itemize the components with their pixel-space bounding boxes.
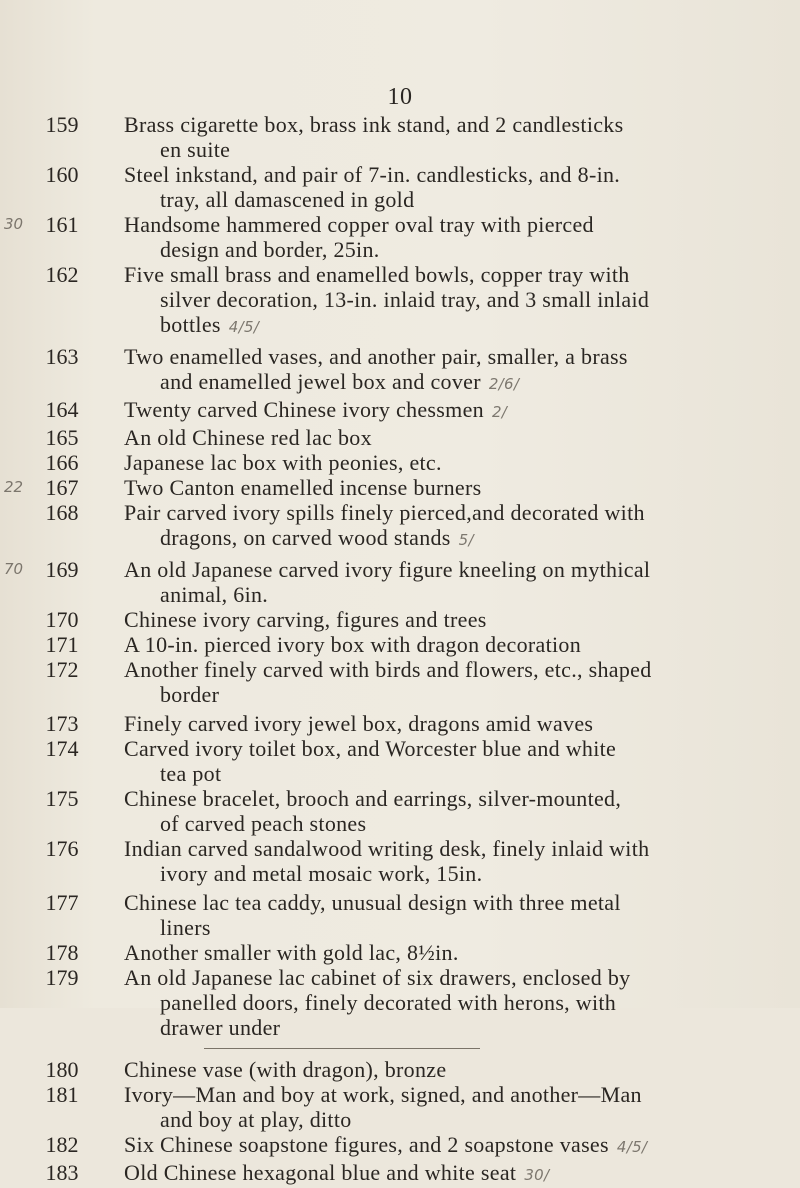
lot-description: [124, 786, 780, 836]
description-line: and boy at play, ditto: [160, 1107, 352, 1132]
lot-entry: [0, 500, 800, 553]
description-line: border: [160, 682, 220, 707]
lot-number: 160: [45, 162, 79, 187]
description-line: Six Chinese soapstone figures, and 2 soapstone vases 4/5/: [124, 1132, 648, 1157]
lot-number-cell: [0, 786, 124, 811]
description-line: Japanese lac box with peonies, etc.: [124, 450, 442, 475]
description-line: Two enamelled vases, and another pair, smaller, a brass: [124, 344, 628, 369]
lot-description: [124, 344, 780, 397]
lot-number-cell: [0, 1132, 124, 1157]
lot-description: [124, 711, 780, 736]
description-line: Five small brass and enamelled bowls, copper tray with: [124, 262, 630, 287]
lot-number: 159: [45, 112, 79, 137]
lot-entry: [0, 425, 800, 450]
lot-entry: [0, 607, 800, 632]
lot-number-cell: [0, 475, 124, 500]
description-line: en suite: [160, 137, 231, 162]
lot-description: [124, 607, 780, 632]
lot-number-cell: [0, 890, 124, 915]
description-line: Two Canton enamelled incense burners: [124, 475, 482, 500]
lot-description: [124, 965, 780, 1040]
description-line: Chinese bracelet, brooch and earrings, silver-mounted,: [124, 786, 622, 811]
lot-number-cell: [0, 425, 124, 450]
description-line: Another finely carved with birds and flowers, etc., shaped: [124, 657, 652, 682]
lot-number: 175: [45, 786, 79, 811]
description-line: Chinese vase (with dragon), bronze: [124, 1057, 447, 1082]
lot-entry: [0, 657, 800, 707]
description-line: A 10-in. pierced ivory box with dragon decoration: [124, 632, 582, 657]
lot-number: 181: [45, 1082, 79, 1107]
lot-number-cell: [0, 112, 124, 137]
lot-description: [124, 500, 780, 553]
lot-description: [124, 212, 780, 262]
lot-number: 166: [45, 450, 79, 475]
lot-entry: [0, 711, 800, 736]
lot-entry: [0, 1132, 800, 1160]
lot-number-cell: [0, 1082, 124, 1107]
handwritten-margin-note: 22: [4, 478, 24, 496]
description-line: Pair carved ivory spills finely pierced,and decorated with: [124, 500, 645, 525]
lot-number: 174: [45, 736, 79, 761]
lot-number: 171: [45, 632, 79, 657]
lot-number: 165: [45, 425, 79, 450]
handwritten-price-note: 4/5/: [616, 1138, 648, 1156]
lot-description: [124, 557, 780, 607]
description-line: Finely carved ivory jewel box, dragons amid waves: [124, 711, 594, 736]
description-line: animal, 6in.: [160, 582, 269, 607]
description-line: panelled doors, finely decorated with herons, with: [160, 990, 617, 1015]
description-line: drawer under: [160, 1015, 281, 1040]
lot-number: 182: [45, 1132, 79, 1157]
lot-number-cell: [0, 836, 124, 861]
lot-number-cell: [0, 212, 124, 237]
lot-number: 183: [45, 1160, 79, 1185]
description-line: Carved ivory toilet box, and Worcester blue and white: [124, 736, 617, 761]
lot-number-cell: [0, 607, 124, 632]
lot-number: 164: [45, 397, 79, 422]
description-line: An old Chinese red lac box: [124, 425, 372, 450]
description-line: Handsome hammered copper oval tray with pierced: [124, 212, 594, 237]
lot-number-cell: [0, 711, 124, 736]
lot-number-cell: [0, 500, 124, 525]
description-line: ivory and metal mosaic work, 15in.: [160, 861, 483, 886]
description-line: An old Japanese lac cabinet of six drawers, enclosed by: [124, 965, 631, 990]
lot-number-cell: [0, 632, 124, 657]
description-line: Another smaller with gold lac, 8½in.: [124, 940, 459, 965]
lot-number-cell: [0, 344, 124, 369]
lot-entry: [0, 212, 800, 262]
lot-description: [124, 890, 780, 940]
lot-number: 162: [45, 262, 79, 287]
lot-description: [124, 397, 780, 425]
handwritten-margin-note: 70: [4, 560, 24, 578]
lot-description: [124, 632, 780, 657]
lot-entry: [0, 890, 800, 940]
lot-description: [124, 836, 780, 886]
handwritten-price-note: 4/5/: [228, 318, 260, 336]
description-line: tea pot: [160, 761, 222, 786]
lot-number: 163: [45, 344, 79, 369]
lot-description: [124, 657, 780, 707]
lot-entry: [0, 632, 800, 657]
lot-number: 169: [45, 557, 79, 582]
lot-number-cell: [0, 397, 124, 422]
description-line: Brass cigarette box, brass ink stand, and 2 candlesticks: [124, 112, 624, 137]
lot-description: [124, 1160, 780, 1188]
description-line: and enamelled jewel box and cover 2/6/: [160, 369, 520, 394]
lot-number-cell: [0, 1057, 124, 1082]
lot-description: [124, 1132, 780, 1160]
handwritten-price-note: 5/: [458, 531, 474, 549]
description-line: liners: [160, 915, 211, 940]
lot-number-cell: [0, 965, 124, 990]
lot-number: 168: [45, 500, 79, 525]
lot-entry: [0, 965, 800, 1040]
lot-description: [124, 736, 780, 786]
handwritten-price-note: 30/: [524, 1166, 550, 1184]
lot-entry: [0, 940, 800, 965]
lot-number-cell: [0, 657, 124, 682]
lot-number: 167: [45, 475, 79, 500]
lot-number: 161: [45, 212, 79, 237]
description-line: Chinese ivory carving, figures and trees: [124, 607, 487, 632]
lot-number: 172: [45, 657, 79, 682]
lot-number: 173: [45, 711, 79, 736]
lot-number: 180: [45, 1057, 79, 1082]
lot-description: [124, 162, 780, 212]
description-line: An old Japanese carved ivory figure kneeling on mythical: [124, 557, 651, 582]
section-divider: [204, 1048, 480, 1049]
lot-number-cell: [0, 1160, 124, 1185]
page-number: 10: [387, 84, 413, 110]
lot-number: 179: [45, 965, 79, 990]
description-line: Old Chinese hexagonal blue and white seat 30/: [124, 1160, 550, 1185]
lot-description: [124, 112, 780, 162]
lot-number-cell: [0, 450, 124, 475]
handwritten-margin-note: 30: [4, 215, 24, 233]
lot-description: [124, 1057, 780, 1082]
lot-entry: [0, 557, 800, 607]
lot-description: [124, 450, 780, 475]
description-line: Ivory—Man and boy at work, signed, and another—Man: [124, 1082, 642, 1107]
lot-entry: [0, 344, 800, 397]
lot-entry: [0, 475, 800, 500]
lot-entry: [0, 1160, 800, 1188]
lot-entry: [0, 162, 800, 212]
lot-entry: [0, 736, 800, 786]
lot-number: 177: [45, 890, 79, 915]
lot-number-cell: [0, 262, 124, 287]
description-line: Chinese lac tea caddy, unusual design with three metal: [124, 890, 621, 915]
lot-entry: [0, 1057, 800, 1082]
description-line: Indian carved sandalwood writing desk, finely inlaid with: [124, 836, 650, 861]
description-line: design and border, 25in.: [160, 237, 380, 262]
lot-entry: [0, 836, 800, 886]
description-line: silver decoration, 13-in. inlaid tray, and 3 small inlaid: [160, 287, 650, 312]
lot-number-cell: [0, 736, 124, 761]
lot-description: [124, 425, 780, 450]
handwritten-price-note: 2/6/: [488, 375, 520, 393]
lot-entry: [0, 112, 800, 162]
lot-entry: [0, 262, 800, 340]
lot-number: 176: [45, 836, 79, 861]
handwritten-price-note: 2/: [491, 403, 508, 421]
description-line: Steel inkstand, and pair of 7-in. candlesticks, and 8-in.: [124, 162, 621, 187]
description-line: of carved peach stones: [160, 811, 367, 836]
lot-number-cell: [0, 940, 124, 965]
description-line: tray, all damascened in gold: [160, 187, 415, 212]
lot-description: [124, 262, 780, 340]
lot-description: [124, 475, 780, 500]
lot-number-cell: [0, 557, 124, 582]
description-line: Twenty carved Chinese ivory chessmen 2/: [124, 397, 508, 422]
lot-entry: [0, 397, 800, 425]
lot-entry: [0, 786, 800, 836]
description-line: dragons, on carved wood stands 5/: [160, 525, 474, 550]
description-line: bottles 4/5/: [160, 312, 260, 337]
lot-description: [124, 940, 780, 965]
lot-number: 178: [45, 940, 79, 965]
lot-number: 170: [45, 607, 79, 632]
lot-list: [0, 112, 800, 1188]
lot-number-cell: [0, 162, 124, 187]
lot-entry: [0, 450, 800, 475]
lot-entry: [0, 1082, 800, 1132]
lot-description: [124, 1082, 780, 1132]
